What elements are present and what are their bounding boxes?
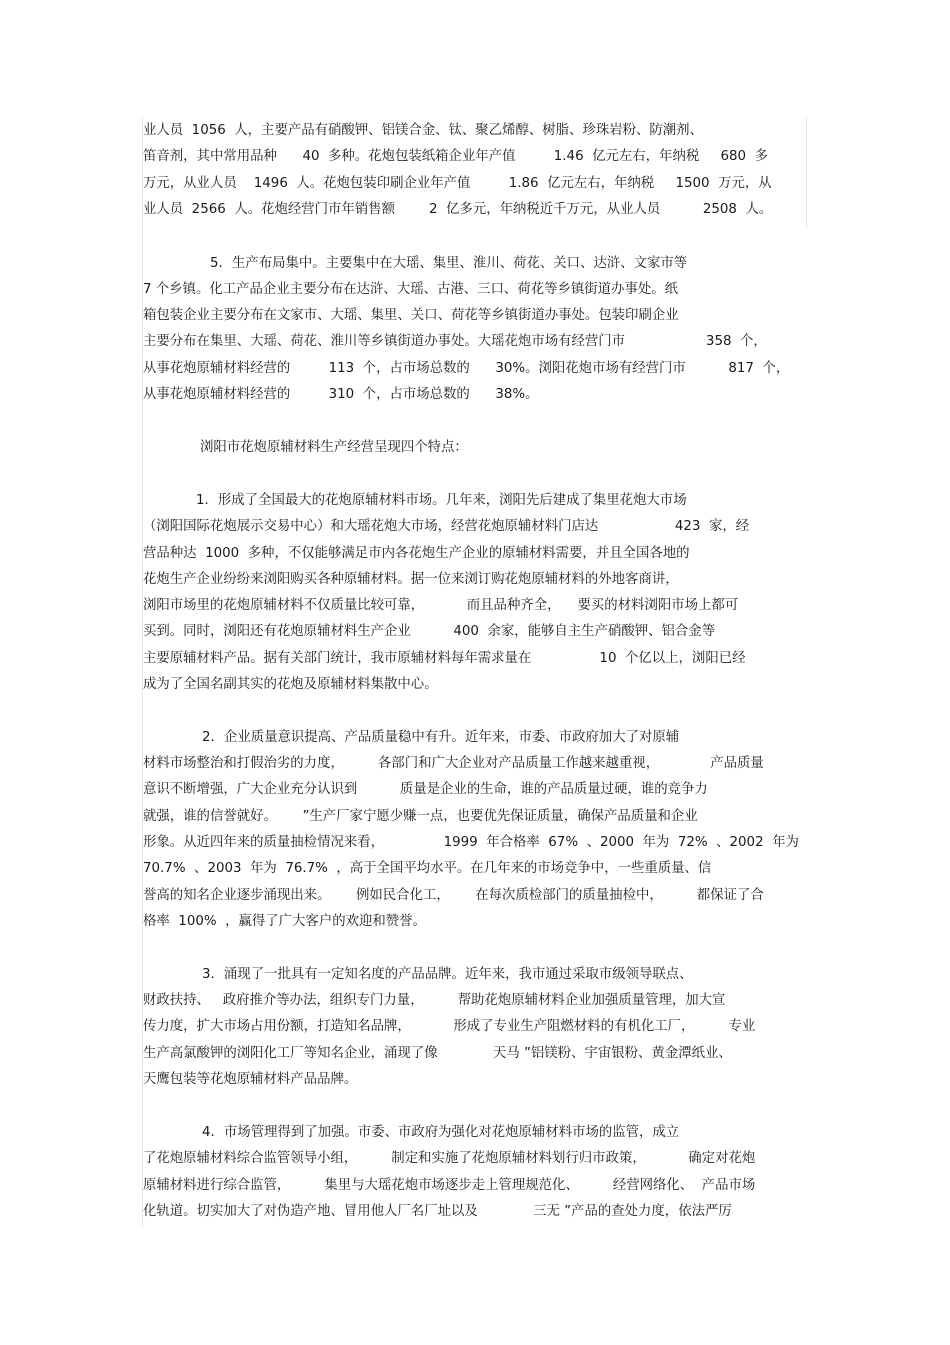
text-line: 业人员 2566 人。花炮经营门市年销售额 2 亿多元，年纳税近千万元，从业人员 2508 人。 — [143, 202, 773, 217]
text-line: 花炮生产企业纷纷来浏阳购买各种原辅材料。据一位来浏订购花炮原辅材料的外地客商讲， — [143, 572, 679, 587]
text-line: 从事花炮原辅材料经营的 310 个，占市场总数的 38%。 — [143, 387, 539, 402]
paragraph-heading: 4．市场管理得到了加强。市委、市政府为强化对花炮原辅材料市场的监管，成立 — [202, 1125, 680, 1140]
text-line: 化轨道。切实加大了对伪造产地、冒用他人厂名厂址以及 三无 ”产品的查处力度，依法严厉 — [143, 1204, 732, 1219]
text-line: 原辅材料进行综合监管， 集里与大瑶花炮市场逐步走上管理规范化、 经营网络化、 产品市场 — [143, 1178, 756, 1193]
text-line: （浏阳国际花炮展示交易中心）和大瑶花炮大市场，经营花炮原辅材料门店达 423 家，经 — [143, 519, 750, 534]
text-line: 70.7% 、2003 年为 76.7% ，高于全国平均水平。在几年来的市场竞争中，一些重质量、信 — [143, 861, 712, 876]
text-line: 天鹰包装等花炮原辅材料产品品牌。 — [143, 1072, 358, 1087]
right-margin-rule — [806, 118, 807, 228]
text-line: 了花炮原辅材料综合监管领导小组， 制定和实施了花炮原辅材料划行归市政策， 确定对花炮 — [143, 1151, 756, 1166]
text-line: 成为了全国名副其实的花炮及原辅材料集散中心。 — [143, 677, 438, 692]
text-line: 形象。从近四年来的质量抽检情况来看， 1999 年合格率 67% 、2000 年为 72% 、2002 年为 — [143, 835, 799, 850]
text-line: 格率 100% ，赢得了广大客户的欢迎和赞誉。 — [143, 914, 426, 929]
text-line: 材料市场整治和打假治劣的力度， 各部门和广大企业对产品质量工作越来越重视， 产品质量 — [143, 756, 764, 771]
text-line: 笛音剂，其中常用品种 40 多种。花炮包装纸箱企业年产值 1.46 亿元左右，年纳税 680 多 — [143, 149, 768, 164]
text-line: 浏阳市场里的花炮原辅材料不仅质量比较可靠， 而且品种齐全， 要买的材料浏阳市场上都可 — [143, 598, 739, 613]
text-line: 意识不断增强，广大企业充分认识到 质量是企业的生命，谁的产品质量过硬，谁的竞争力 — [143, 782, 708, 797]
text-line: 生产高氯酸钾的浏阳化工厂等知名企业，涌现了像 天马 ”铝镁粉、宇宙银粉、黄金潭纸业、 — [143, 1046, 732, 1061]
text-line: 业人员 1056 人，主要产品有硝酸钾、铝镁合金、钛、聚乙烯醇、树脂、珍珠岩粉、防潮剂、 — [143, 123, 703, 138]
text-line: 万元，从业人员 1496 人。花炮包装印刷企业年产值 1.86 亿元左右，年纳税 1500 万元，从 — [143, 176, 772, 191]
text-line: 7 个乡镇。化工产品企业主要分布在达浒、大瑶、古港、三口、荷花等乡镇街道办事处。纸 — [143, 282, 679, 297]
text-line: 传力度，扩大市场占用份额，打造知名品牌， 形成了专业生产阻燃材料的有机化工厂， 专业 — [143, 1019, 756, 1034]
paragraph-heading: 3．涌现了一批具有一定知名度的产品品牌。近年来，我市通过采取市级领导联点、 — [202, 967, 693, 982]
text-line: 营品种达 1000 多种，不仅能够满足市内各花炮生产企业的原辅材料需要，并且全国各地的 — [143, 546, 690, 561]
text-line: 箱包装企业主要分布在文家市、大瑶、集里、关口、荷花等乡镇街道办事处。包装印刷企业 — [143, 308, 679, 323]
text-line: 买到。同时，浏阳还有花炮原辅材料生产企业 400 余家，能够自主生产硝酸钾、铝合金等 — [143, 624, 716, 639]
text-line: 财政扶持、 政府推介等办法，组织专门力量， 帮助花炮原辅材料企业加强质量管理，加大宣 — [143, 993, 726, 1008]
text-line: 誉高的知名企业逐步涌现出来。 例如民合化工， 在每次质检部门的质量抽检中， 都保证了合 — [143, 888, 764, 903]
text-line: 就强，谁的信誉就好。 ”生产厂家宁愿少赚一点，也要优先保证质量，确保产品质量和企业 — [143, 809, 698, 824]
paragraph-heading: 2．企业质量意识提高、产品质量稳中有升。近年来，市委、市政府加大了对原辅 — [202, 730, 680, 745]
text-line: 主要原辅材料产品。据有关部门统计，我市原辅材料每年需求量在 10 个亿以上，浏阳已经 — [143, 651, 746, 666]
text-line: 主要分布在集里、大瑶、荷花、淮川等乡镇街道办事处。大瑶花炮市场有经营门市 358 个， — [143, 334, 767, 349]
section-intro: 浏阳市花炮原辅材料生产经营呈现四个特点： — [200, 440, 468, 455]
paragraph-heading: 1．形成了全国最大的花炮原辅材料市场。几年来，浏阳先后建成了集里花炮大市场 — [196, 493, 687, 508]
text-line: 从事花炮原辅材料经营的 113 个，占市场总数的 30%。浏阳花炮市场有经营门市 817 个， — [143, 361, 790, 376]
paragraph-heading: 5．生产布局集中。主要集中在大瑶、集里、淮川、荷花、关口、达浒、文家市等 — [210, 256, 688, 271]
